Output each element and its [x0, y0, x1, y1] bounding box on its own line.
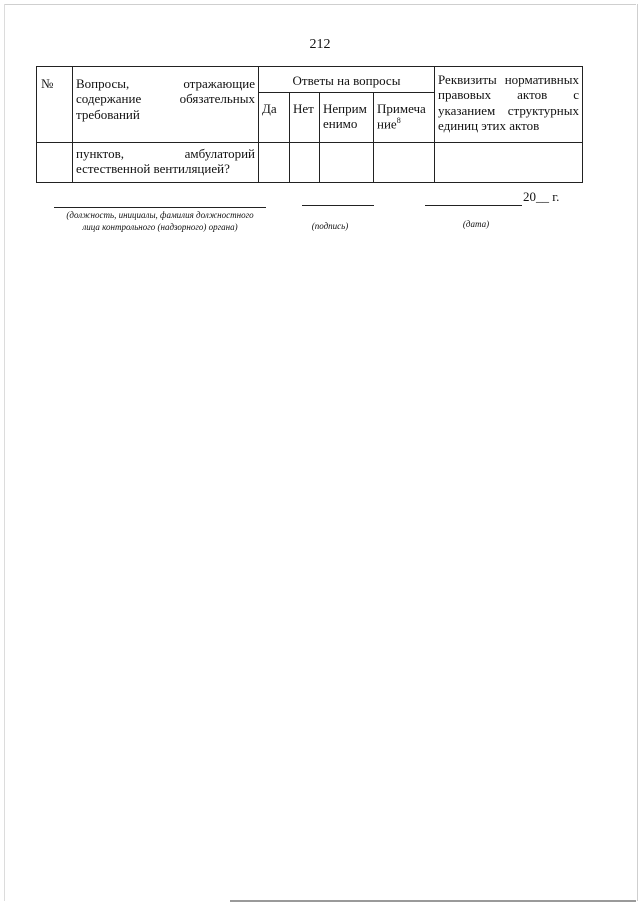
- checklist-table: [36, 66, 583, 183]
- table-header-row-1: [37, 67, 583, 93]
- signature-caption: (подпись): [311, 221, 349, 231]
- page-border-right: [637, 4, 638, 901]
- position-caption: [40, 209, 280, 233]
- cell-note: [374, 143, 435, 183]
- position-signature-line: [54, 207, 266, 208]
- header-note-label: Примечание: [377, 101, 426, 132]
- header-note: [374, 93, 435, 143]
- table-row: [37, 143, 583, 183]
- date-caption: (дата): [462, 219, 490, 229]
- position-caption-line-2: лица контрольного (надзорного) органа): [82, 222, 238, 233]
- date-line: [425, 205, 522, 206]
- page-number: 212: [309, 37, 331, 52]
- cell-question: пунктов, амбулаторий естественной вентиляцией?: [73, 143, 259, 183]
- header-no: Нет: [290, 93, 320, 143]
- header-number: №: [37, 67, 73, 143]
- date-year: 20__ г.: [523, 189, 560, 204]
- header-not-applicable: Неприменимо: [320, 93, 374, 143]
- header-requisites: Реквизиты нормативных правовых актов с указанием структурных единиц этих актов: [435, 67, 583, 143]
- position-caption-line-1: (должность, инициалы, фамилия должностного: [66, 210, 254, 220]
- cell-number: [37, 143, 73, 183]
- footnote-marker: 8: [396, 116, 401, 126]
- cell-requisites: [435, 143, 583, 183]
- header-yes: Да: [259, 93, 290, 143]
- cell-no: [290, 143, 320, 183]
- header-questions: Вопросы, отражающие содержание обязательных требований: [73, 67, 259, 143]
- cell-not-applicable: [320, 143, 374, 183]
- signature-line: [302, 205, 374, 206]
- page-border-bottom: [230, 900, 636, 902]
- cell-yes: [259, 143, 290, 183]
- page-border-left: [4, 4, 5, 901]
- page-border-top: [4, 4, 636, 5]
- header-answers: Ответы на вопросы: [259, 67, 435, 93]
